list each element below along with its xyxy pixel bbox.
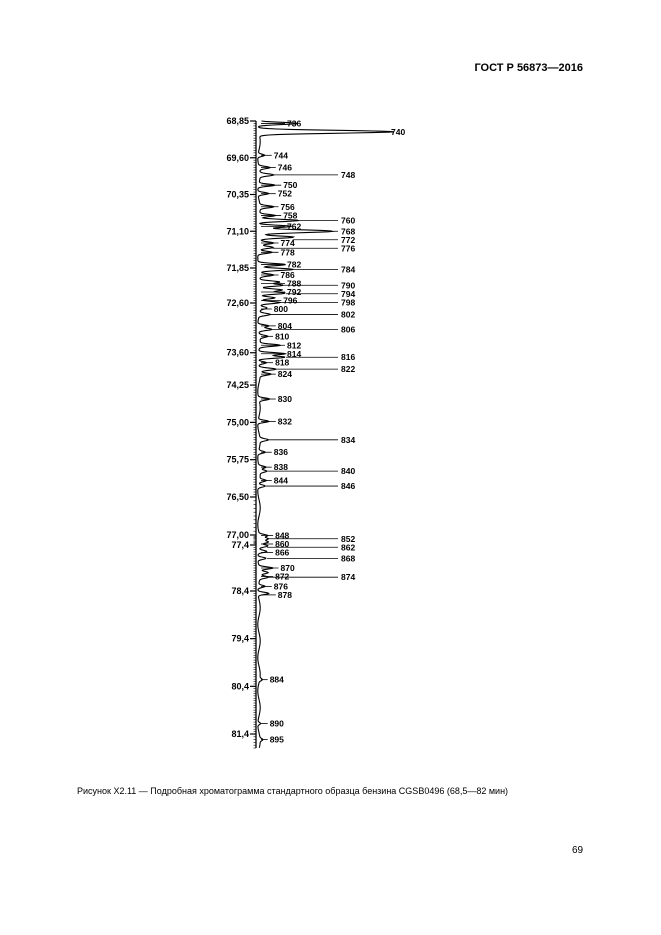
tick-label: 75,00 [226, 417, 249, 428]
peak-label: 824 [277, 369, 292, 380]
peak-label: 794 [341, 288, 356, 299]
peak-label: 884 [269, 674, 284, 685]
peak-label: 840 [341, 466, 356, 477]
peak-label: 872 [275, 571, 290, 582]
trace-line [258, 121, 394, 748]
peak-834 [267, 435, 355, 445]
tick-label: 68,85 [226, 116, 249, 126]
peak-label: 762 [287, 221, 302, 232]
peak-label: 774 [280, 238, 295, 249]
tick-label: 79,4 [231, 633, 249, 644]
peak-label: 812 [287, 340, 302, 351]
peak-label: 852 [341, 533, 356, 544]
peak-label: 890 [269, 718, 284, 729]
peak-label: 860 [275, 539, 290, 549]
peak-label: 768 [341, 226, 356, 237]
figure-caption: Рисунок Х2.11 — Подробная хроматограмма стандартного образца бензина CGSB0496 (68,5—82 мин) [77, 786, 509, 796]
peak-label: 752 [277, 188, 292, 199]
peak-label: 868 [341, 553, 356, 564]
peak-label: 736 [287, 118, 302, 129]
tick-label: 80,4 [231, 681, 249, 692]
peak-label: 800 [273, 304, 288, 314]
peak-895 [261, 735, 284, 745]
peak-872 [261, 572, 290, 582]
peak-label: 895 [269, 734, 284, 745]
peak-label: 746 [277, 162, 292, 173]
time-axis [226, 116, 256, 748]
peak-label: 788 [287, 278, 302, 289]
peak-label: 776 [341, 243, 356, 254]
peak-label: 750 [283, 180, 298, 191]
peak-740 [388, 127, 405, 137]
peak-label: 740 [391, 126, 406, 137]
peak-label: 814 [287, 348, 302, 359]
peak-label: 878 [277, 589, 292, 600]
peak-784 [293, 264, 356, 274]
peak-label: 796 [283, 295, 298, 306]
peak-890 [261, 719, 284, 729]
peak-label: 804 [277, 320, 292, 331]
peak-label: 866 [275, 547, 290, 558]
peak-label: 802 [341, 309, 356, 320]
peak-label: 870 [280, 563, 295, 573]
tick-label: 70,35 [226, 189, 249, 200]
peak-label: 744 [273, 150, 288, 161]
peak-label: 846 [341, 481, 356, 492]
peak-label: 816 [341, 352, 356, 363]
document-header: ГОСТ Р 56873—2016 [474, 62, 583, 74]
peak-label: 810 [275, 331, 290, 342]
peak-866 [261, 548, 290, 558]
peak-746 [261, 163, 292, 173]
peak-label: 834 [341, 434, 356, 445]
tick-label: 71,10 [226, 226, 249, 237]
peak-label: 792 [287, 287, 302, 297]
peak-832 [261, 416, 292, 426]
peak-752 [261, 189, 292, 199]
tick-label: 77,00 [226, 530, 249, 540]
tick-label: 77,4 [231, 540, 249, 550]
tick-label: 78,4 [231, 586, 249, 596]
peak-label: 862 [341, 542, 356, 553]
tick-label: 72,60 [226, 298, 249, 308]
tick-label: 71,85 [226, 263, 249, 273]
peak-744 [261, 150, 288, 160]
peak-884 [261, 675, 284, 685]
peak-label: 822 [341, 364, 356, 375]
tick-label: 81,4 [231, 729, 249, 739]
peak-844 [261, 476, 288, 486]
chromatogram-trace [258, 121, 394, 748]
tick-label: 73,60 [226, 347, 249, 358]
peak-label: 830 [277, 394, 292, 405]
tick-label: 69,60 [226, 152, 249, 163]
peak-labels [261, 118, 405, 744]
peak-810 [261, 331, 290, 341]
peak-label: 756 [280, 201, 295, 212]
peak-label: 784 [341, 264, 356, 275]
peak-760 [300, 215, 356, 225]
peak-label: 838 [273, 462, 288, 473]
peak-836 [261, 447, 288, 457]
peak-label: 798 [341, 297, 356, 308]
peak-label: 836 [273, 447, 288, 458]
peak-830 [261, 394, 292, 404]
peak-label: 782 [287, 259, 302, 270]
peak-label: 818 [275, 357, 290, 368]
peak-label: 758 [283, 210, 298, 221]
peak-label: 848 [275, 530, 290, 541]
tick-label: 76,50 [226, 492, 249, 502]
peak-label: 806 [341, 324, 356, 335]
peak-800 [261, 304, 288, 314]
peak-label: 748 [341, 169, 356, 180]
page-number: 69 [572, 845, 584, 856]
peak-label: 844 [273, 475, 288, 486]
peak-label: 874 [341, 572, 356, 583]
tick-label: 75,75 [226, 454, 249, 465]
peak-label: 790 [341, 280, 356, 291]
peak-736 [261, 118, 301, 128]
peak-label: 778 [280, 247, 295, 258]
peak-label: 832 [277, 416, 292, 427]
peak-label: 876 [273, 581, 288, 592]
tick-label: 74,25 [226, 380, 249, 391]
peak-label: 786 [280, 270, 295, 280]
peak-label: 760 [341, 215, 356, 226]
peak-label: 772 [341, 234, 356, 245]
